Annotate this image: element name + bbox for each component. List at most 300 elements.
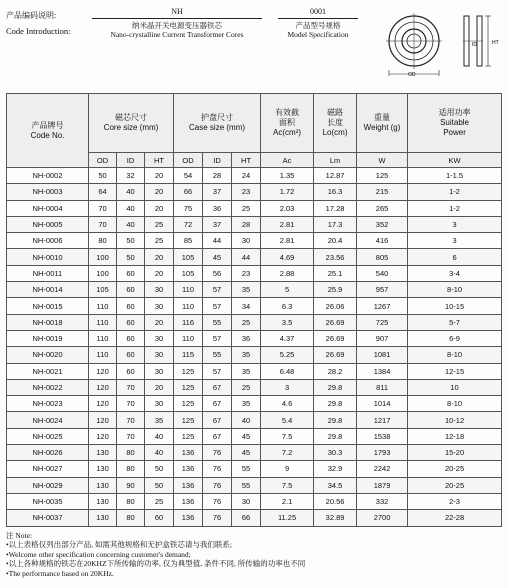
cell-core-id: 40 [117, 184, 145, 200]
cell-case-id: 57 [203, 282, 232, 298]
col-lm [314, 94, 357, 153]
cell-lm: 26.06 [314, 298, 357, 314]
cell-weight: 957 [357, 282, 408, 298]
cell-core-id: 40 [117, 200, 145, 216]
cell-power: 10-12 [408, 412, 502, 428]
segment-value: 0001 [310, 7, 326, 16]
cell-core-od: 100 [89, 265, 117, 281]
col-code-cn: 产品牌号 [31, 120, 64, 130]
segment-value: NH [171, 7, 183, 16]
cell-power: 12-15 [408, 363, 502, 379]
cell-power: 1-2 [408, 184, 502, 200]
cell-lm: 17.28 [314, 200, 357, 216]
table-row [7, 510, 502, 526]
cell-code: NH-0029 [7, 477, 89, 493]
cell-core-ht: 30 [145, 347, 174, 363]
cell-case-id: 36 [203, 200, 232, 216]
cell-weight: 1538 [357, 428, 408, 444]
cell-ac: 5.25 [261, 347, 314, 363]
cell-ac: 5 [261, 282, 314, 298]
cell-code: NH-0027 [7, 461, 89, 477]
cell-lm: 26.69 [314, 347, 357, 363]
cell-power: 12-18 [408, 428, 502, 444]
cell-core-id: 70 [117, 428, 145, 444]
cell-case-od: 110 [174, 282, 203, 298]
cell-core-od: 130 [89, 510, 117, 526]
cell-case-od: 66 [174, 184, 203, 200]
id-label: ID [472, 42, 477, 48]
cell-ac: 7.5 [261, 428, 314, 444]
spec-table-container [6, 93, 501, 527]
cell-code: NH-0037 [7, 510, 89, 526]
col-weight-en: Weight (g) [363, 123, 401, 132]
cell-lm: 29.8 [314, 428, 357, 444]
cell-lm: 26.69 [314, 330, 357, 346]
cell-lm: 34.5 [314, 477, 357, 493]
cell-case-id: 76 [203, 477, 232, 493]
cell-core-od: 110 [89, 330, 117, 346]
cell-power: 1-2 [408, 200, 502, 216]
cell-lm: 29.8 [314, 412, 357, 428]
cell-case-od: 105 [174, 265, 203, 281]
table-row [7, 461, 502, 477]
table-row [7, 200, 502, 216]
note-line: •以上表格仅列出部分产品, 如需其他规格和无护盒铁芯请与我们联系; [6, 540, 232, 550]
cell-lm: 20.4 [314, 233, 357, 249]
cell-core-id: 80 [117, 461, 145, 477]
cell-weight: 215 [357, 184, 408, 200]
cell-core-ht: 50 [145, 461, 174, 477]
cell-weight: 2700 [357, 510, 408, 526]
cell-case-ht: 34 [232, 298, 261, 314]
cell-ac: 4.37 [261, 330, 314, 346]
cell-power: 3-4 [408, 265, 502, 281]
col-core-en: Core size (mm) [103, 123, 159, 132]
cell-core-ht: 25 [145, 216, 174, 232]
col-power-en1: Suitable [440, 118, 469, 127]
col-weight-cn: 重量 [374, 113, 391, 122]
cell-ac: 4.69 [261, 249, 314, 265]
spec-table [6, 93, 502, 527]
cell-weight: 352 [357, 216, 408, 232]
cell-weight: 2242 [357, 461, 408, 477]
cell-ac: 6.3 [261, 298, 314, 314]
cell-case-id: 67 [203, 396, 232, 412]
cell-core-ht: 60 [145, 510, 174, 526]
cell-lm: 20.56 [314, 493, 357, 509]
cell-case-ht: 35 [232, 282, 261, 298]
cell-core-id: 80 [117, 510, 145, 526]
cell-case-ht: 23 [232, 265, 261, 281]
cell-case-ht: 55 [232, 461, 261, 477]
cell-case-ht: 45 [232, 445, 261, 461]
cell-ac: 2.81 [261, 216, 314, 232]
cell-power: 8-10 [408, 347, 502, 363]
code-label-en: Code Introduction: [6, 26, 71, 36]
col-weight [357, 94, 408, 153]
cell-case-id: 57 [203, 330, 232, 346]
table-row [7, 184, 502, 200]
cell-case-ht: 30 [232, 233, 261, 249]
cell-core-ht: 20 [145, 379, 174, 395]
col-lm-en: Lo(cm) [322, 128, 348, 137]
cell-core-od: 50 [89, 168, 117, 184]
cell-core-id: 60 [117, 282, 145, 298]
cell-core-ht: 20 [145, 168, 174, 184]
cell-core-id: 70 [117, 396, 145, 412]
table-row [7, 233, 502, 249]
cell-lm: 25.9 [314, 282, 357, 298]
cell-lm: 29.8 [314, 379, 357, 395]
cell-case-id: 67 [203, 412, 232, 428]
sub-core-ht: HT [145, 153, 174, 168]
cell-lm: 30.3 [314, 445, 357, 461]
cell-case-od: 54 [174, 168, 203, 184]
cell-core-ht: 20 [145, 184, 174, 200]
cell-case-id: 37 [203, 216, 232, 232]
cell-code: NH-0026 [7, 445, 89, 461]
note-title: 注 Note: [6, 531, 33, 540]
cell-case-id: 45 [203, 249, 232, 265]
cell-ac: 6.48 [261, 363, 314, 379]
table-row [7, 379, 502, 395]
cell-core-od: 110 [89, 314, 117, 330]
header-row [7, 94, 502, 153]
table-row [7, 428, 502, 444]
ht-label: HT [492, 40, 499, 46]
cell-code: NH-0021 [7, 363, 89, 379]
cell-code: NH-0002 [7, 168, 89, 184]
segment-desc-cn: 纳米晶开关电源变压器铁芯 [132, 21, 222, 30]
cell-lm: 25.1 [314, 265, 357, 281]
cell-ac: 2.03 [261, 200, 314, 216]
table-body [7, 168, 502, 527]
table-row [7, 168, 502, 184]
cell-core-od: 110 [89, 347, 117, 363]
table-row [7, 282, 502, 298]
cell-core-ht: 20 [145, 314, 174, 330]
table-row [7, 330, 502, 346]
cell-weight: 125 [357, 168, 408, 184]
cell-core-ht: 20 [145, 200, 174, 216]
cell-code: NH-0023 [7, 396, 89, 412]
cell-ac: 7.5 [261, 477, 314, 493]
col-power-en2: Power [443, 128, 466, 137]
table-row [7, 347, 502, 363]
col-code [7, 94, 89, 168]
notes [6, 531, 502, 578]
cell-core-id: 60 [117, 265, 145, 281]
cell-case-od: 125 [174, 363, 203, 379]
cell-case-od: 125 [174, 379, 203, 395]
cell-core-id: 60 [117, 330, 145, 346]
table-row [7, 265, 502, 281]
cell-case-id: 57 [203, 298, 232, 314]
segment-desc-cn: 产品型号规格 [295, 21, 341, 30]
cell-weight: 805 [357, 249, 408, 265]
cell-case-od: 110 [174, 330, 203, 346]
cell-lm: 29.8 [314, 396, 357, 412]
sub-core-id: ID [117, 153, 145, 168]
cell-power: 8-10 [408, 396, 502, 412]
cell-core-id: 32 [117, 168, 145, 184]
cell-case-ht: 24 [232, 168, 261, 184]
cell-code: NH-0015 [7, 298, 89, 314]
cell-code: NH-0011 [7, 265, 89, 281]
note-line: •以上各种规格的铁芯在20KHZ下所传输的功率, 仅为典型值, 条件不同, 所传输的功率也不同 [6, 559, 306, 569]
cell-core-od: 64 [89, 184, 117, 200]
cell-case-ht: 36 [232, 330, 261, 346]
col-power-cn: 适用功率 [438, 108, 471, 117]
cell-core-id: 90 [117, 477, 145, 493]
cell-case-id: 67 [203, 379, 232, 395]
cell-power: 20-25 [408, 461, 502, 477]
col-power [408, 94, 502, 153]
cell-case-od: 136 [174, 477, 203, 493]
cell-power: 1-1.5 [408, 168, 502, 184]
cell-core-id: 70 [117, 412, 145, 428]
cell-ac: 3 [261, 379, 314, 395]
cell-core-od: 120 [89, 412, 117, 428]
cell-core-id: 60 [117, 298, 145, 314]
cell-core-ht: 25 [145, 493, 174, 509]
cell-core-od: 105 [89, 282, 117, 298]
cell-case-ht: 25 [232, 200, 261, 216]
cell-weight: 1879 [357, 477, 408, 493]
cell-weight: 811 [357, 379, 408, 395]
cell-case-ht: 30 [232, 493, 261, 509]
cell-ac: 3.5 [261, 314, 314, 330]
cell-core-id: 80 [117, 445, 145, 461]
cell-case-ht: 28 [232, 216, 261, 232]
code-label-cn: 产品编码说明: [6, 11, 57, 20]
cell-case-id: 28 [203, 168, 232, 184]
cell-case-id: 55 [203, 347, 232, 363]
segment-divider [278, 18, 358, 19]
cell-case-id: 56 [203, 265, 232, 281]
cell-core-id: 50 [117, 233, 145, 249]
cell-weight: 907 [357, 330, 408, 346]
cell-weight: 1081 [357, 347, 408, 363]
note-line: •The performance based on 20KHz. [6, 568, 114, 578]
cell-power: 3 [408, 216, 502, 232]
cell-case-od: 85 [174, 233, 203, 249]
cell-lm: 16.3 [314, 184, 357, 200]
sub-ac: Ac [261, 153, 314, 168]
cell-core-ht: 20 [145, 249, 174, 265]
header [0, 0, 508, 82]
cell-core-od: 70 [89, 216, 117, 232]
cell-weight: 1267 [357, 298, 408, 314]
cell-lm: 32.9 [314, 461, 357, 477]
table-row [7, 298, 502, 314]
cell-lm: 32.89 [314, 510, 357, 526]
cell-lm: 12.87 [314, 168, 357, 184]
cell-case-od: 136 [174, 493, 203, 509]
cell-core-ht: 30 [145, 330, 174, 346]
cell-case-od: 125 [174, 396, 203, 412]
cell-core-ht: 50 [145, 477, 174, 493]
cell-case-od: 110 [174, 298, 203, 314]
col-case-en: Case size (mm) [189, 123, 246, 132]
col-core-size [89, 94, 174, 153]
cell-ac: 2.1 [261, 493, 314, 509]
cell-weight: 1793 [357, 445, 408, 461]
cell-case-ht: 40 [232, 412, 261, 428]
cell-weight: 1384 [357, 363, 408, 379]
cell-code: NH-0020 [7, 347, 89, 363]
cell-weight: 1014 [357, 396, 408, 412]
table-row [7, 314, 502, 330]
cell-power: 2-3 [408, 493, 502, 509]
code-segment-model [278, 6, 358, 39]
od-label: OD [408, 72, 416, 78]
cell-lm: 17.3 [314, 216, 357, 232]
cell-code: NH-0004 [7, 200, 89, 216]
cell-ac: 1.72 [261, 184, 314, 200]
cell-case-ht: 35 [232, 396, 261, 412]
cell-case-id: 44 [203, 233, 232, 249]
cell-power: 3 [408, 233, 502, 249]
cell-core-ht: 30 [145, 298, 174, 314]
cell-code: NH-0003 [7, 184, 89, 200]
cell-case-ht: 35 [232, 347, 261, 363]
cell-power: 20-25 [408, 477, 502, 493]
cell-ac: 9 [261, 461, 314, 477]
cell-code: NH-0005 [7, 216, 89, 232]
col-core-cn: 磁芯尺寸 [115, 113, 148, 122]
cell-core-ht: 30 [145, 363, 174, 379]
cell-core-ht: 40 [145, 445, 174, 461]
cell-core-od: 110 [89, 298, 117, 314]
cell-case-od: 136 [174, 461, 203, 477]
cell-weight: 416 [357, 233, 408, 249]
cell-power: 5-7 [408, 314, 502, 330]
cell-core-ht: 35 [145, 412, 174, 428]
code-segment-series [92, 6, 262, 39]
cell-case-ht: 35 [232, 363, 261, 379]
table-row [7, 249, 502, 265]
cell-case-id: 55 [203, 314, 232, 330]
cell-case-id: 76 [203, 510, 232, 526]
table-row [7, 493, 502, 509]
cell-case-ht: 55 [232, 477, 261, 493]
cell-core-od: 120 [89, 428, 117, 444]
cell-case-ht: 25 [232, 314, 261, 330]
cell-core-od: 130 [89, 493, 117, 509]
cell-case-id: 37 [203, 184, 232, 200]
cell-ac: 7.2 [261, 445, 314, 461]
cell-code: NH-0018 [7, 314, 89, 330]
cell-core-od: 80 [89, 233, 117, 249]
cell-case-ht: 45 [232, 428, 261, 444]
cell-case-id: 76 [203, 445, 232, 461]
cell-core-ht: 20 [145, 265, 174, 281]
sub-case-ht: HT [232, 153, 261, 168]
core-dimension-diagram [384, 4, 502, 78]
cell-case-od: 115 [174, 347, 203, 363]
sub-core-od: OD [89, 153, 117, 168]
table-row [7, 412, 502, 428]
cell-core-od: 100 [89, 249, 117, 265]
cell-weight: 1217 [357, 412, 408, 428]
cell-case-ht: 23 [232, 184, 261, 200]
cell-power: 15-20 [408, 445, 502, 461]
cell-code: NH-0022 [7, 379, 89, 395]
cell-core-ht: 30 [145, 396, 174, 412]
cell-power: 10-15 [408, 298, 502, 314]
cell-lm: 26.69 [314, 314, 357, 330]
cell-case-od: 116 [174, 314, 203, 330]
sub-power: KW [408, 153, 502, 168]
cell-core-od: 130 [89, 445, 117, 461]
cell-case-id: 67 [203, 428, 232, 444]
note-line: •Welcome other specification concerning customer's demand; [6, 549, 191, 559]
cell-case-od: 125 [174, 412, 203, 428]
cell-core-id: 70 [117, 379, 145, 395]
cell-case-od: 72 [174, 216, 203, 232]
col-case-cn: 护盘尺寸 [201, 113, 234, 122]
cell-weight: 265 [357, 200, 408, 216]
cell-ac: 1.35 [261, 168, 314, 184]
sub-lm: Lm [314, 153, 357, 168]
cell-lm: 23.56 [314, 249, 357, 265]
cell-ac: 11.25 [261, 510, 314, 526]
cell-case-ht: 66 [232, 510, 261, 526]
cell-code: NH-0014 [7, 282, 89, 298]
cell-power: 10 [408, 379, 502, 395]
cell-core-ht: 30 [145, 282, 174, 298]
cell-core-id: 60 [117, 363, 145, 379]
cell-weight: 332 [357, 493, 408, 509]
col-case-size [174, 94, 261, 153]
cell-code: NH-0024 [7, 412, 89, 428]
cell-core-id: 40 [117, 216, 145, 232]
cell-case-ht: 25 [232, 379, 261, 395]
table-row [7, 477, 502, 493]
cell-ac: 5.4 [261, 412, 314, 428]
table-row [7, 363, 502, 379]
cell-core-ht: 40 [145, 428, 174, 444]
cell-code: NH-0006 [7, 233, 89, 249]
cell-core-od: 120 [89, 379, 117, 395]
col-lm-cn1: 磁路 [327, 108, 344, 117]
sub-case-od: OD [174, 153, 203, 168]
cell-core-id: 50 [117, 249, 145, 265]
sub-weight: W [357, 153, 408, 168]
cell-weight: 725 [357, 314, 408, 330]
cell-power: 6-9 [408, 330, 502, 346]
cell-core-id: 80 [117, 493, 145, 509]
cell-case-id: 76 [203, 461, 232, 477]
cell-code: NH-0025 [7, 428, 89, 444]
cell-ac: 4.6 [261, 396, 314, 412]
cell-case-od: 105 [174, 249, 203, 265]
cell-core-id: 60 [117, 347, 145, 363]
sub-case-id: ID [203, 153, 232, 168]
cell-power: 22-28 [408, 510, 502, 526]
cell-core-ht: 25 [145, 233, 174, 249]
cell-ac: 2.81 [261, 233, 314, 249]
cell-core-od: 130 [89, 461, 117, 477]
cell-case-od: 125 [174, 428, 203, 444]
segment-desc-en: Nano-crystalline Current Transformer Cores [110, 30, 244, 39]
col-ac [261, 94, 314, 153]
cell-case-id: 57 [203, 363, 232, 379]
segment-desc-en: Model Specification [287, 30, 349, 39]
cell-code: NH-0010 [7, 249, 89, 265]
col-code-en: Code No. [30, 130, 65, 140]
